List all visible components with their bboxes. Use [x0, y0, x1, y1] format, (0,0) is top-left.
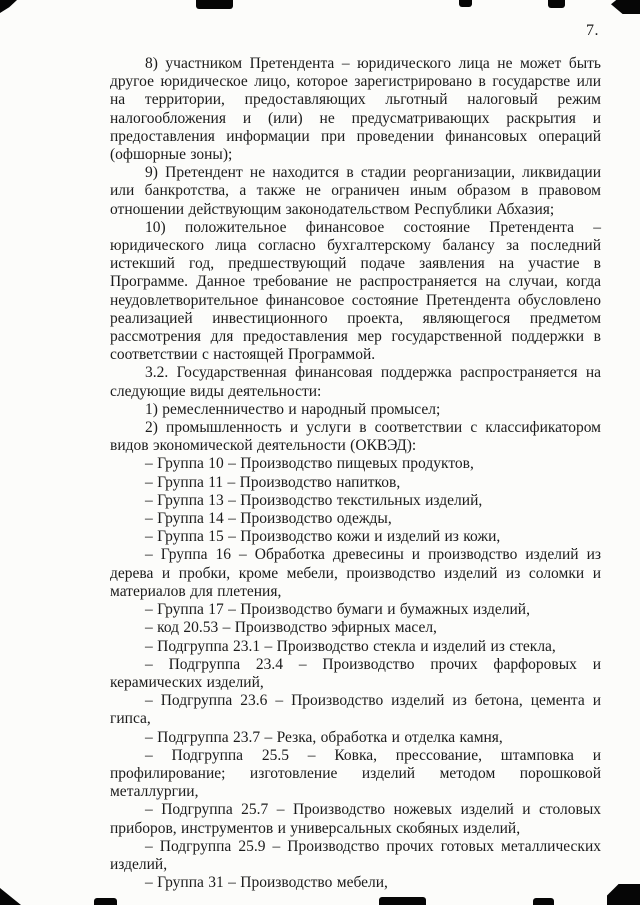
paragraph: – Подгруппа 23.7 – Резка, обработка и отделка камня,: [145, 728, 503, 746]
paragraph: – код 20.53 – Производство эфирных масел,: [145, 619, 437, 637]
paragraph: – Группа 15 – Производство кожи и изделий из кожи,: [145, 528, 501, 546]
paragraph: – Группа 14 – Производство одежды,: [145, 510, 392, 528]
paragraph: – Группа 17 – Производство бумаги и бумажных изделий,: [145, 601, 530, 619]
scan-artifact-bottom-left: [0, 888, 21, 905]
paragraph: 9) Претендент не находится в стадии реорганизации, ликвидации или банкротства, а также не ограничен иным образом в правовом отношении действующим законодательством Республики Абхазия;: [110, 164, 601, 218]
document-content: [110, 22, 601, 892]
paragraph: – Подгруппа 23.6 – Производство изделий из бетона, цемента и гипса,: [110, 692, 601, 728]
paragraph: 10) положительное финансовое состояние Претендента – юридического лица согласно бухгалтерскому балансу за последний истекший год, предшествующий подаче заявления на участие в Программе. Данное требование не распространяется на случаи, когда неудовлетворительное финансовое состояние Претендента обусловлено реализацией инвестиционного проекта, являющегося предметом рассмотрения для предоставления мер государственной поддержки в соответствии с настоящей Программой.: [110, 218, 601, 364]
scan-artifact-bottom-mark: [94, 898, 117, 905]
scan-artifact-bottom-right: [607, 884, 640, 905]
paragraph: – Группа 16 – Обработка древесины и производство изделий из дерева и пробки, кроме мебели, производство изделий из соломки и материалов для плетения,: [110, 546, 601, 600]
paragraph: – Группа 31 – Производство мебели,: [145, 874, 388, 892]
paragraph: – Подгруппа 25.7 – Производство ножевых изделий и столовых приборов, инструментов и универсальных скобяных изделий,: [110, 801, 601, 837]
paragraph: – Группа 13 – Производство текстильных изделий,: [145, 491, 483, 509]
paragraph: – Группа 11 – Производство напитков,: [145, 473, 401, 491]
paragraph: 1) ремесленничество и народный промысел;: [145, 400, 441, 418]
scan-artifact-top-mark: [459, 0, 472, 7]
scan-artifact-top-left: [0, 0, 17, 13]
paragraph: 3.2. Государственная финансовая поддержка распространяется на следующие виды деятельности:: [110, 364, 601, 400]
paragraph: 8) участником Претендента – юридического лица не может быть другое юридическое лицо, которое зарегистрировано в государстве или на территории, предоставляющих льготный налоговый режим налогообложения и (или) не предусматривающих раскрытия и предоставления информации при проведении финансовых операций (офшорные зоны);: [110, 55, 601, 164]
paragraph: – Подгруппа 25.9 – Производство прочих готовых металлических изделий,: [110, 837, 601, 873]
paragraph: 2) промышленность и услуги в соответствии с классификатором видов экономической деятельности (ОКВЭД):: [110, 419, 601, 455]
scan-artifact-top-right: [611, 0, 640, 14]
scan-artifact-top-mark: [548, 0, 565, 8]
paragraph: – Группа 10 – Производство пищевых продуктов,: [145, 455, 474, 473]
scan-artifact-bottom-mark: [533, 898, 554, 905]
scan-artifact-top-bar: [196, 0, 233, 9]
scan-artifact-bottom-bar: [379, 897, 426, 905]
paragraph: – Подгруппа 23.4 – Производство прочих фарфоровых и керамических изделий,: [110, 655, 601, 691]
page-number: 7.: [586, 22, 599, 39]
paragraph: – Подгруппа 23.1 – Производство стекла и изделий из стекла,: [145, 637, 556, 655]
document-body: [110, 55, 601, 892]
paragraph: – Подгруппа 25.5 – Ковка, прессование, штамповка и профилирование; изготовление изделий методом порошковой металлургии,: [110, 746, 601, 801]
